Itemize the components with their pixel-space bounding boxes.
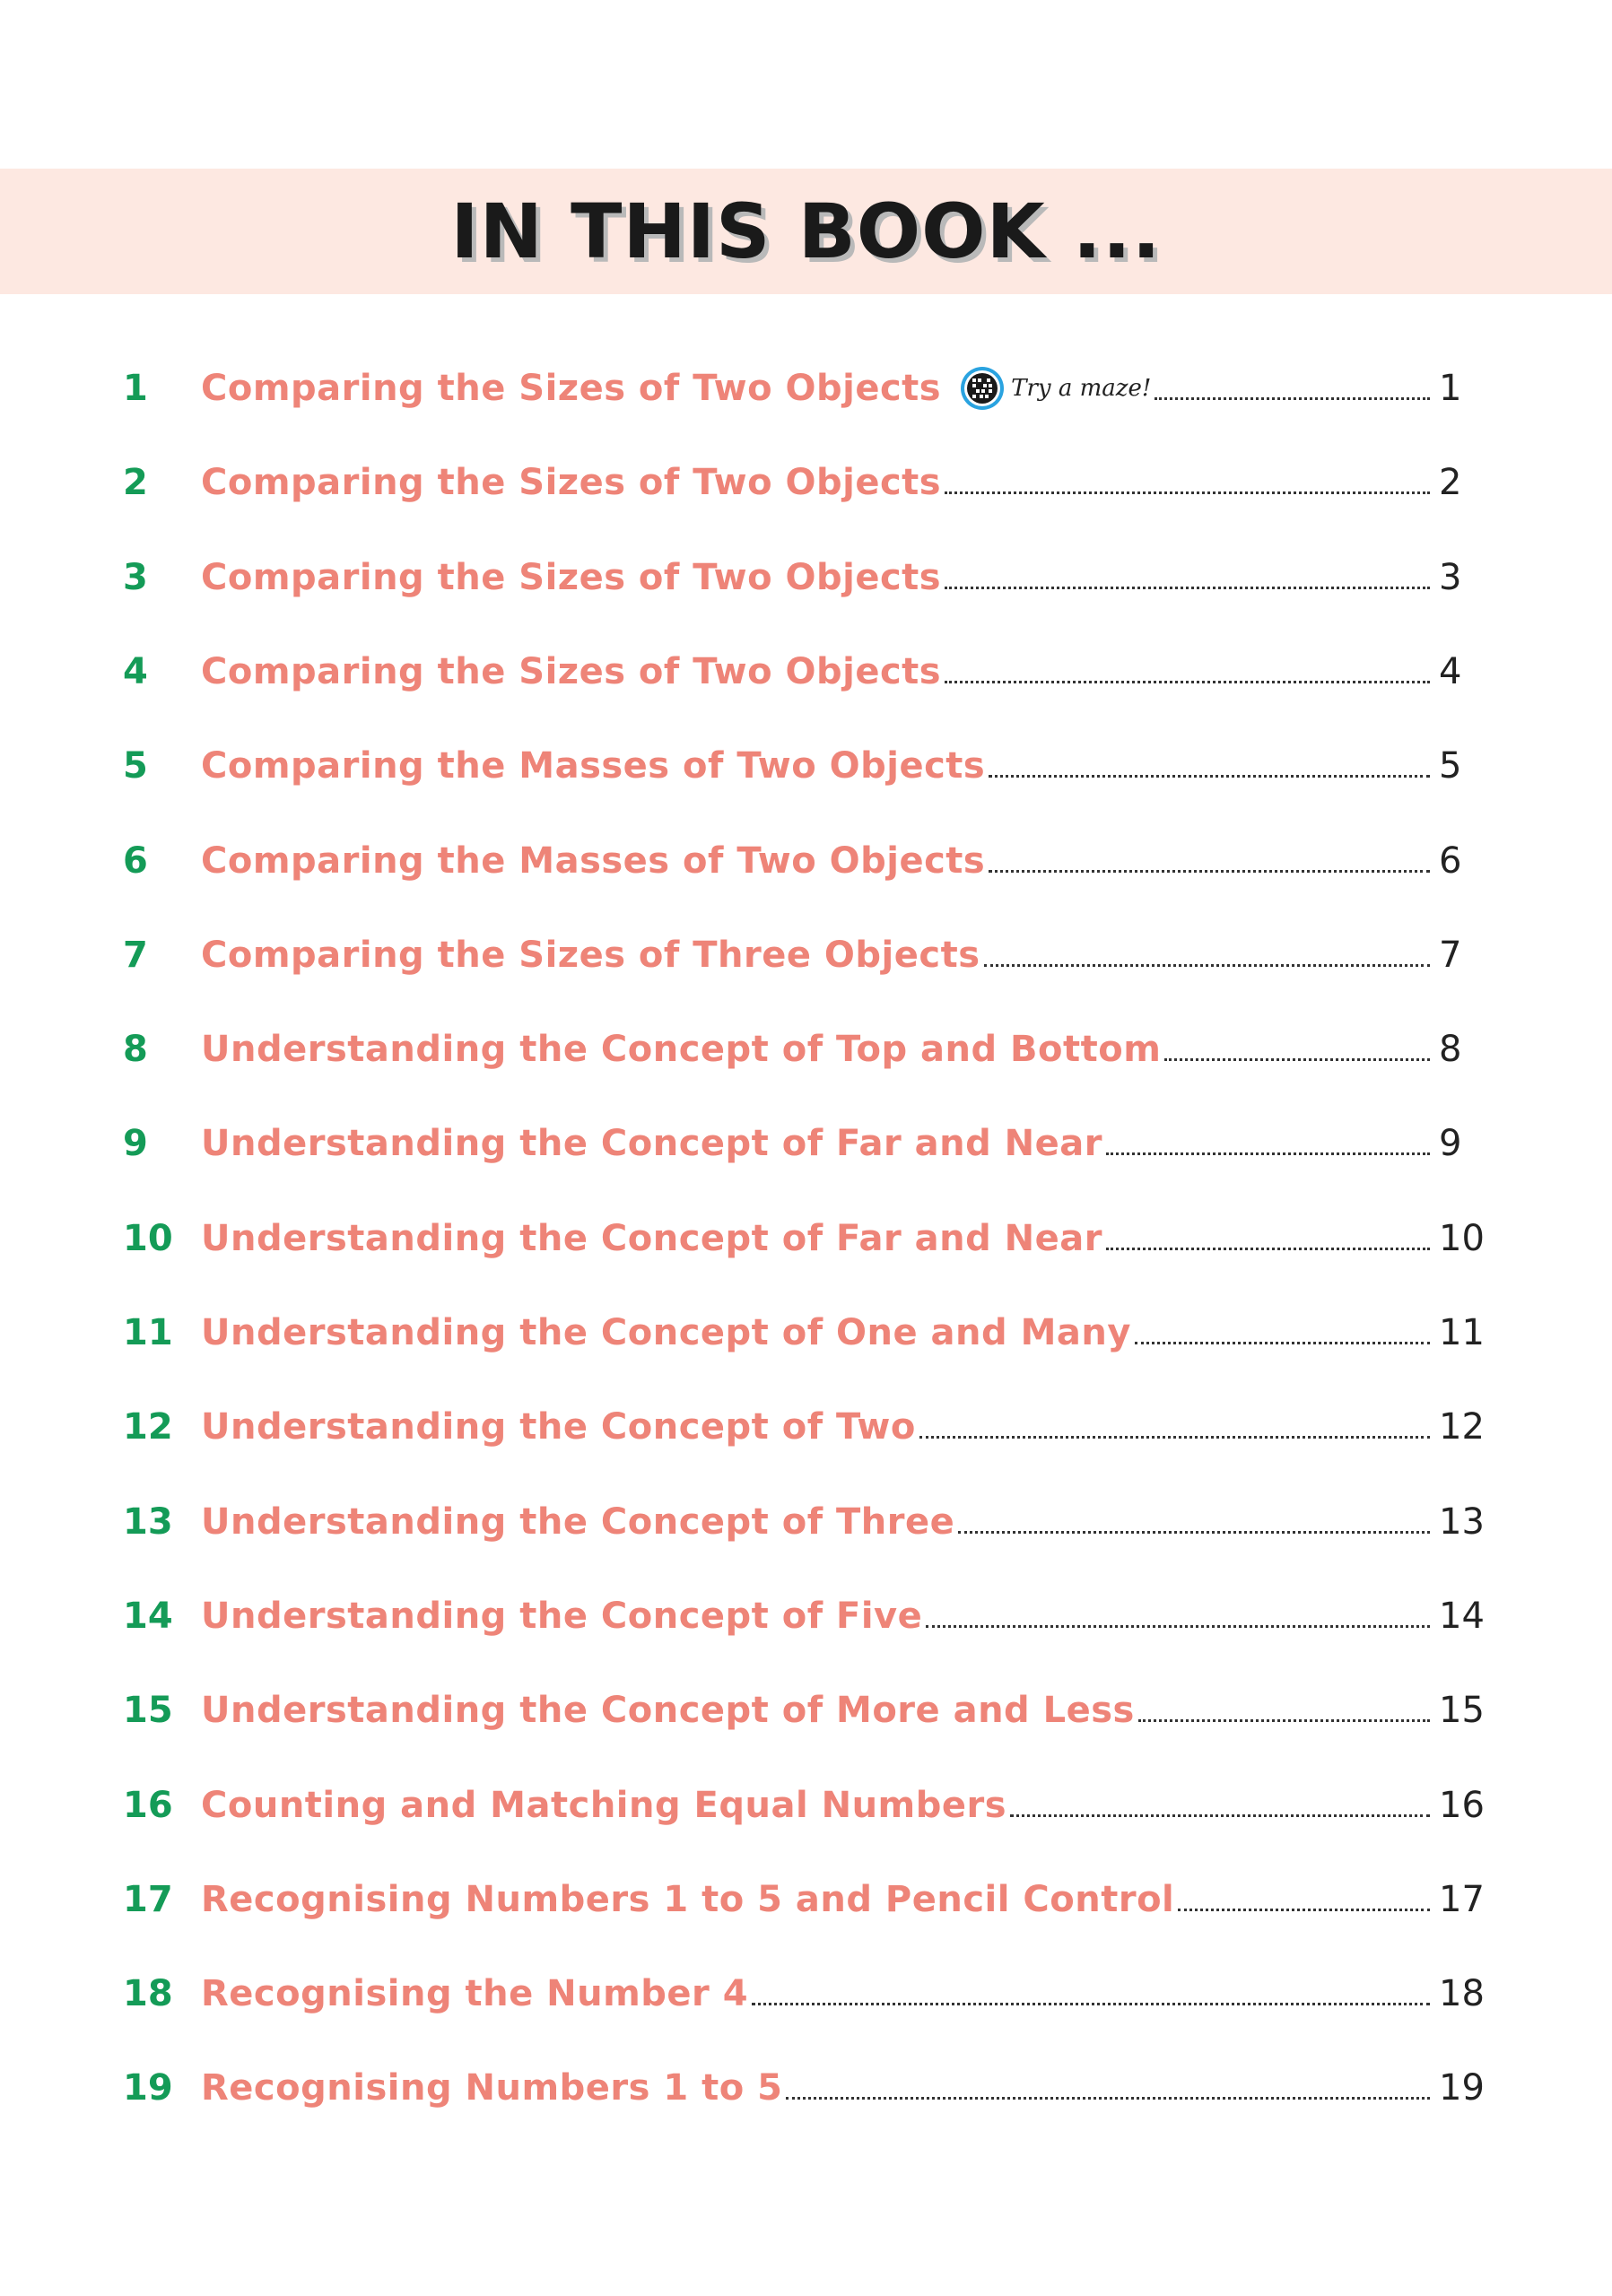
toc-title[interactable]: Understanding the Concept of Five: [201, 1595, 923, 1637]
toc-entry: [201, 1121, 1433, 1166]
toc-number: 5: [123, 745, 148, 787]
dot-leader: [786, 2096, 1430, 2100]
toc-entry: [201, 366, 1433, 411]
toc-page-number: 6: [1439, 839, 1462, 882]
dot-leader: [1164, 1057, 1430, 1061]
toc-number: 10: [123, 1217, 173, 1259]
toc-row[interactable]: [0, 1675, 1612, 1747]
toc-title[interactable]: Comparing the Sizes of Two Objects: [201, 650, 942, 692]
toc-number: 17: [123, 1878, 173, 1920]
toc-entry: [201, 555, 1433, 600]
toc-page-number: 15: [1439, 1690, 1485, 1732]
maze-icon: [959, 365, 1006, 412]
toc-title[interactable]: Comparing the Masses of Two Objects: [201, 745, 986, 787]
toc-row[interactable]: [0, 1770, 1612, 1842]
toc-number: 13: [123, 1500, 173, 1543]
toc-number: 16: [123, 1784, 173, 1826]
toc-entry: [201, 1594, 1433, 1639]
toc-entry: [201, 460, 1433, 505]
toc-page-number: 1: [1439, 368, 1462, 409]
toc-page-number: 7: [1439, 934, 1462, 976]
toc-entry: [201, 1971, 1433, 2016]
toc-page-number: 13: [1439, 1500, 1485, 1543]
toc-entry: [201, 1500, 1433, 1544]
maze-label: Try a maze!: [1011, 375, 1152, 402]
toc-page-number: 4: [1439, 650, 1462, 692]
toc-row[interactable]: [0, 1487, 1612, 1559]
dot-leader: [926, 1624, 1430, 1628]
toc-page-number: 2: [1439, 462, 1462, 504]
toc-row[interactable]: [0, 1014, 1612, 1086]
toc-row[interactable]: [0, 1392, 1612, 1464]
toc-row[interactable]: [0, 543, 1612, 614]
dot-leader: [1106, 1152, 1430, 1155]
toc-number: 12: [123, 1406, 173, 1448]
dot-leader: [1155, 396, 1430, 400]
toc-page-number: 18: [1439, 1973, 1485, 2015]
toc-title[interactable]: Comparing the Sizes of Three Objects: [201, 934, 980, 976]
toc-entry: [201, 744, 1433, 788]
dot-leader: [945, 586, 1430, 589]
toc-entry: [201, 2066, 1433, 2110]
toc-row[interactable]: [0, 826, 1612, 898]
toc-entry: [201, 1688, 1433, 1733]
title-banner: [0, 169, 1612, 294]
toc-title[interactable]: Comparing the Sizes of Two Objects: [201, 556, 942, 598]
dot-leader: [1178, 1908, 1430, 1911]
toc-entry: [201, 1405, 1433, 1449]
dot-leader: [1135, 1341, 1430, 1344]
toc-entry: [201, 649, 1433, 694]
toc-title[interactable]: Understanding the Concept of Three: [201, 1500, 955, 1543]
toc-title[interactable]: Comparing the Sizes of Two Objects: [201, 368, 942, 409]
maze-badge: [959, 365, 1151, 412]
toc-page-number: 8: [1439, 1029, 1462, 1071]
toc-row[interactable]: [0, 1581, 1612, 1653]
toc-row[interactable]: [0, 353, 1612, 425]
toc-row[interactable]: [0, 1959, 1612, 2031]
toc-page-number: 16: [1439, 1784, 1485, 1826]
toc-row[interactable]: [0, 920, 1612, 992]
toc-number: 2: [123, 462, 148, 504]
toc-page-number: 5: [1439, 745, 1462, 787]
toc-page-number: 10: [1439, 1217, 1485, 1259]
toc-number: 8: [123, 1029, 148, 1071]
page-title: IN THIS BOOK ...: [450, 187, 1162, 275]
toc-number: 1: [123, 368, 148, 409]
toc-entry: [201, 839, 1433, 883]
toc-entry: [201, 1216, 1433, 1261]
toc-number: 4: [123, 650, 148, 692]
toc-page-number: 17: [1439, 1878, 1485, 1920]
toc-title[interactable]: Counting and Matching Equal Numbers: [201, 1784, 1007, 1826]
toc-row[interactable]: [0, 637, 1612, 709]
toc-title[interactable]: Understanding the Concept of Far and Near: [201, 1217, 1102, 1259]
toc-entry: [201, 1877, 1433, 1922]
toc-row[interactable]: [0, 1109, 1612, 1180]
toc-page-number: 12: [1439, 1406, 1485, 1448]
toc-row[interactable]: [0, 1865, 1612, 1936]
toc-number: 18: [123, 1973, 173, 2015]
dot-leader: [1010, 1813, 1430, 1817]
toc-title[interactable]: Understanding the Concept of Far and Near: [201, 1123, 1102, 1165]
toc-row[interactable]: [0, 2053, 1612, 2125]
dot-leader: [989, 869, 1430, 873]
toc-title[interactable]: Recognising Numbers 1 to 5 and Pencil Control: [201, 1878, 1175, 1920]
toc-title[interactable]: Understanding the Concept of More and Less: [201, 1690, 1135, 1732]
dot-leader: [984, 963, 1430, 967]
toc-number: 15: [123, 1690, 173, 1732]
toc-title[interactable]: Understanding the Concept of Two: [201, 1406, 916, 1448]
dot-leader: [958, 1530, 1430, 1534]
toc-row[interactable]: [0, 1298, 1612, 1370]
dot-leader: [989, 774, 1430, 778]
toc-page-number: 14: [1439, 1595, 1485, 1637]
toc-number: 9: [123, 1123, 148, 1165]
toc-entry: [201, 1310, 1433, 1355]
dot-leader: [1138, 1718, 1430, 1722]
toc-number: 7: [123, 934, 148, 976]
toc-page-number: 19: [1439, 2067, 1485, 2109]
dot-leader: [919, 1435, 1430, 1439]
toc-title[interactable]: Comparing the Sizes of Two Objects: [201, 462, 942, 504]
toc-row[interactable]: [0, 448, 1612, 519]
toc-row[interactable]: [0, 731, 1612, 803]
dot-leader: [945, 680, 1430, 683]
toc-entry: [201, 1783, 1433, 1828]
toc-entry: [201, 1027, 1433, 1072]
toc-number: 14: [123, 1595, 173, 1637]
toc-page-number: 11: [1439, 1312, 1485, 1353]
toc-number: 3: [123, 556, 148, 598]
toc-title[interactable]: Understanding the Concept of One and Many: [201, 1312, 1131, 1353]
dot-leader: [945, 491, 1430, 494]
toc-page-number: 3: [1439, 556, 1462, 598]
toc-title[interactable]: Understanding the Concept of Top and Bottom: [201, 1029, 1162, 1071]
toc-entry: [201, 933, 1433, 978]
toc-page-number: 9: [1439, 1123, 1462, 1165]
toc-number: 19: [123, 2067, 173, 2109]
toc-title[interactable]: Recognising the Number 4: [201, 1973, 749, 2015]
toc-title[interactable]: Recognising Numbers 1 to 5: [201, 2067, 783, 2109]
toc-number: 11: [123, 1312, 173, 1353]
toc-row[interactable]: [0, 1204, 1612, 1275]
toc-number: 6: [123, 839, 148, 882]
dot-leader: [1106, 1247, 1430, 1250]
toc-title[interactable]: Comparing the Masses of Two Objects: [201, 839, 986, 882]
dot-leader: [752, 2002, 1430, 2005]
